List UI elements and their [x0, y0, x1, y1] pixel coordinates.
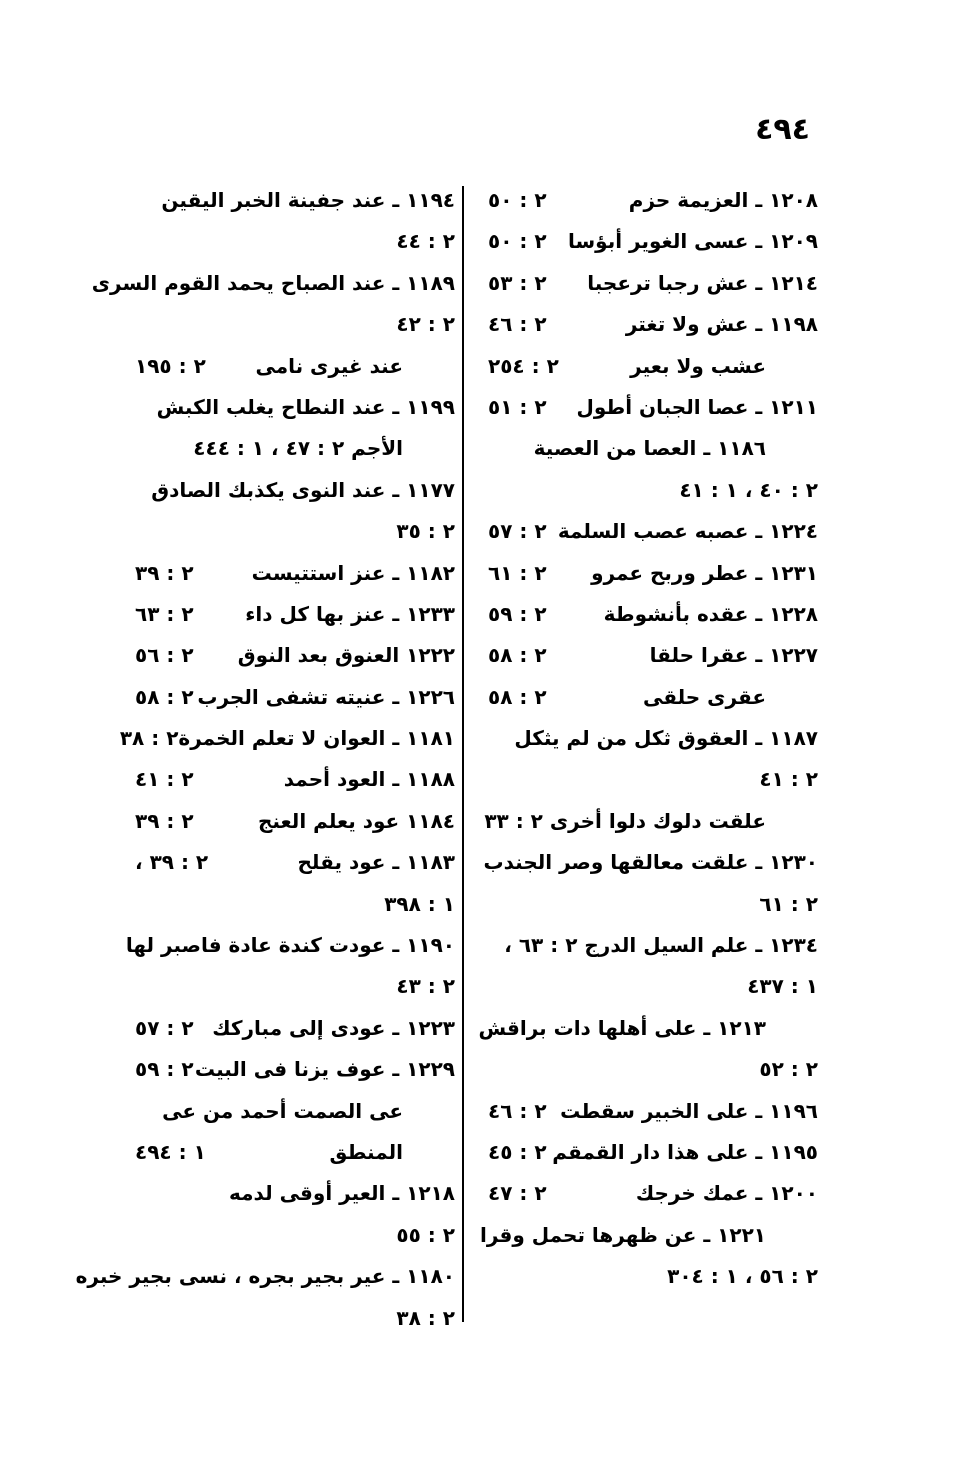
proverb-entry [488, 221, 818, 262]
entry-reference: ٢ : ٤٦ [488, 312, 547, 337]
proverb-entry [135, 346, 455, 387]
proverb-entry [488, 635, 818, 676]
entry-reference: ٢ : ٥٠ [488, 188, 547, 212]
entry-text: ١١٨٨ ـ العود أحمد [283, 767, 455, 792]
proverb-entry [488, 759, 818, 800]
proverb-entry [135, 884, 455, 925]
entry-text: ١١٩٦ ـ على الخبير سقطت [560, 1098, 818, 1123]
entry-text: ١٢٢٨ ـ عقده بأنشوطة [603, 601, 818, 626]
proverb-entry [135, 759, 455, 800]
proverb-entry [135, 221, 455, 262]
entry-text: ١١٩٨ ـ عش ولا تغتر [625, 312, 818, 337]
entry-reference: ٢ : ٦٣ [135, 601, 194, 626]
proverb-entry [488, 677, 818, 718]
entry-text: ٢ : ٣٥ [396, 519, 455, 544]
entry-reference: ٢ : ٣٩ ، [135, 850, 209, 875]
entry-reference: ٢ : ٥٠ [488, 229, 547, 254]
entry-text: ١١٩٤ ـ عند جفينة الخبر اليقين [161, 188, 455, 212]
entry-reference: ١ : ٤٩٤ [135, 1139, 206, 1164]
entry-text: ٢ : ٣٨ [396, 1305, 455, 1330]
entry-text: ١١٨٤ عود يعلم العنج [257, 808, 455, 833]
left-column [75, 180, 455, 1339]
proverb-entry [135, 1298, 455, 1339]
entry-reference: ٢ : ٤٥ [488, 1139, 547, 1164]
entry-text: ١١٨٩ ـ عند الصباح يحمد القوم السرى [91, 270, 455, 295]
proverb-entry [488, 1091, 818, 1132]
entry-reference: ٢ : ٥٦ [135, 643, 194, 668]
proverb-entry [488, 718, 818, 759]
entry-text: ٢ : ٤٤ [396, 229, 455, 254]
entry-reference: ٢ : ٣٩ [135, 808, 194, 833]
proverb-entry [135, 1215, 455, 1256]
entry-text: ١١٨٢ ـ عنز استتيست [251, 560, 455, 585]
entry-reference: ٢ : ٤١ [135, 767, 194, 792]
proverb-entry [135, 180, 455, 221]
proverb-entry [135, 553, 455, 594]
entry-text: ١ : ٤٣٧ [747, 974, 818, 999]
entry-reference: ٢ : ٤٦ [488, 1098, 547, 1123]
proverb-entry [135, 428, 455, 469]
entry-reference: ٢ : ٥٧ [135, 1015, 194, 1040]
entry-text: ٢ : ٥٥ [396, 1222, 455, 1247]
entry-reference: ٢ : ٥٧ [488, 519, 547, 544]
proverb-entry [135, 1091, 455, 1132]
entry-text: الأجم ٢ : ٤٧ ، ١ : ٤٤٤ [193, 436, 403, 461]
proverb-entry [135, 1173, 455, 1214]
proverb-entry [488, 884, 818, 925]
proverb-entry [135, 1008, 455, 1049]
entry-text: ١٢٢٩ ـ عوف يزنا فى البيت [194, 1057, 455, 1082]
column-divider [462, 186, 464, 1322]
proverb-entry [135, 635, 455, 676]
proverb-entry [488, 1132, 818, 1173]
entry-text: ١١٧٧ ـ عند النوى يكذبك الصادق [151, 477, 455, 502]
entry-text: ٢ : ٤٢ [396, 312, 455, 337]
entry-reference: ٢ : ٥٩ [135, 1057, 194, 1082]
entry-text: عى الصمت أحمد من عى [162, 1098, 403, 1123]
entry-text: ١١٨٠ ـ عير بجير بجره ، نسى بجير خبره [75, 1264, 455, 1289]
entry-reference: ٢ : ٢٥٤ [488, 353, 559, 378]
entry-text: المنطق [329, 1139, 403, 1164]
entry-reference: ٢ : ٥٣ [488, 270, 547, 295]
entry-text: ٢ : ٤٠ ، ١ : ٤١ [679, 477, 818, 502]
proverb-entry [135, 966, 455, 1007]
proverb-entry [488, 966, 818, 1007]
proverb-entry [135, 594, 455, 635]
entry-text: ١٢٠٩ ـ عسى الغوير أبؤسا [568, 229, 818, 254]
entry-text: ٢ : ٥٢ [759, 1057, 818, 1082]
proverb-entry [478, 1008, 818, 1049]
entry-text: ١٢٣٤ ـ علم السيل الدرج ٢ : ٦٣ ، [504, 933, 818, 958]
entry-text: ١٢١٤ ـ عش رجبا ترعجبا [587, 270, 818, 295]
proverb-entry [135, 801, 455, 842]
entry-text: علقت دلوك دلوا أخرى ٢ : ٣٣ [484, 808, 766, 833]
entry-reference: ٢ : ٥٨ [488, 684, 547, 709]
proverb-entry [135, 470, 455, 511]
entry-text: ١٢٢٢ العنوق بعد النوق [237, 643, 455, 668]
proverb-entry [75, 1256, 455, 1297]
entry-text: ١١٨٣ ـ عود يقلح [297, 850, 455, 875]
entry-text: ٢ : ٦١ [759, 891, 818, 916]
entry-text: ١٢٣٠ ـ علقت معالقها وصر الجندب [483, 850, 818, 875]
entry-text: ١ : ٣٩٨ [384, 891, 455, 916]
entry-text: ١١٩٩ ـ عند النطاح يغلب الكبش [156, 394, 455, 419]
proverb-entry [135, 511, 455, 552]
page-number: ٤٩٤ [755, 112, 810, 147]
proverb-entry [488, 346, 818, 387]
entry-text: ١٢٢٧ ـ عقرا حلقا [649, 643, 818, 668]
proverb-entry [488, 925, 818, 966]
entry-text: ١٢٢١ ـ عن ظهرها تحمل وقرا [479, 1222, 766, 1247]
proverb-entry [488, 387, 818, 428]
entry-reference: ٢ : ٥٨ [135, 684, 194, 709]
entry-text: ٢ : ٥٦ ، ١ : ٣٠٤ [667, 1264, 818, 1289]
proverb-entry [479, 1215, 818, 1256]
entry-text: ١٢٢٣ ـ عودى إلى مباركك [212, 1015, 455, 1040]
entry-text: ١١٩٠ ـ عودت كندة عادة فاصبر لها [125, 933, 455, 958]
proverb-entry [135, 677, 455, 718]
proverb-entry [135, 1132, 455, 1173]
proverb-entry [488, 180, 818, 221]
proverb-entry [488, 1173, 818, 1214]
entry-text: ١١٩٥ ـ على هذا دار القمقم [552, 1139, 818, 1164]
entry-reference: ٢ : ٥٨ [488, 643, 547, 668]
entry-reference: ٢ : ٣٩ [135, 560, 194, 585]
proverb-entry [488, 594, 818, 635]
proverb-entry [488, 470, 818, 511]
entry-text: ١٢١١ ـ عصا الجبان أطول [576, 394, 818, 419]
proverb-entry [135, 1049, 455, 1090]
entry-text: ١١٨٦ ـ العصا من العصية [533, 436, 766, 461]
entry-text: ١٢٠٠ ـ عمك خرجك [635, 1181, 818, 1206]
proverb-entry [488, 511, 818, 552]
entry-text: ١٢٣٣ ـ عنز بها كل داء [245, 601, 455, 626]
entry-text: عند غيرى نامى [255, 353, 403, 378]
proverb-entry [488, 1049, 818, 1090]
proverb-entry [488, 263, 818, 304]
proverb-entry [484, 801, 818, 842]
proverb-entry [135, 304, 455, 345]
entry-reference: ٢ : ٥١ [488, 394, 547, 419]
proverb-entry [488, 553, 818, 594]
entry-text: ١١٨٧ ـ العقوق ثكل من لم يثكل [514, 726, 818, 751]
proverb-entry [488, 304, 818, 345]
entry-text: ١٢٢٤ ـ عصبه عصب السلمة [557, 519, 818, 544]
entry-text: ١٢١٣ ـ على أهلها دات براقش [478, 1015, 766, 1040]
entry-reference: ٢ : ٥٩ [488, 601, 547, 626]
proverb-entry [135, 387, 455, 428]
proverb-entry [135, 842, 455, 883]
proverb-entry [488, 1256, 818, 1297]
entry-text: ١٢٠٨ ـ العزيمة حزم [628, 188, 818, 212]
entry-reference: ٢ : ٤٧ [488, 1181, 547, 1206]
entry-reference: ٢ : ١٩٥ [135, 353, 206, 378]
entry-reference: ٢ : ٣٨ [119, 726, 179, 751]
right-column [478, 180, 818, 1298]
entry-text: ١٢٢٦ ـ عنيته تشفى الجرب [197, 684, 455, 709]
entry-reference: ٢ : ٦١ [488, 560, 547, 585]
entry-text: عقرى حلقى [643, 684, 766, 709]
proverb-entry [488, 428, 818, 469]
entry-text: ٢ : ٤١ [759, 767, 818, 792]
entry-text: ١٢١٨ ـ العير أوقى لدمه [229, 1181, 455, 1206]
entry-text: ١١٨١ ـ العوان لا تعلم الخمرة [178, 726, 455, 751]
entry-text: ١٢٣١ ـ عطر وربح عمرو [591, 560, 818, 585]
proverb-entry [483, 842, 818, 883]
proverb-entry [91, 263, 455, 304]
proverb-entry [119, 718, 455, 759]
entry-text: ٢ : ٤٣ [396, 974, 455, 999]
proverb-entry [125, 925, 455, 966]
entry-text: عشب ولا بعير [630, 353, 766, 378]
